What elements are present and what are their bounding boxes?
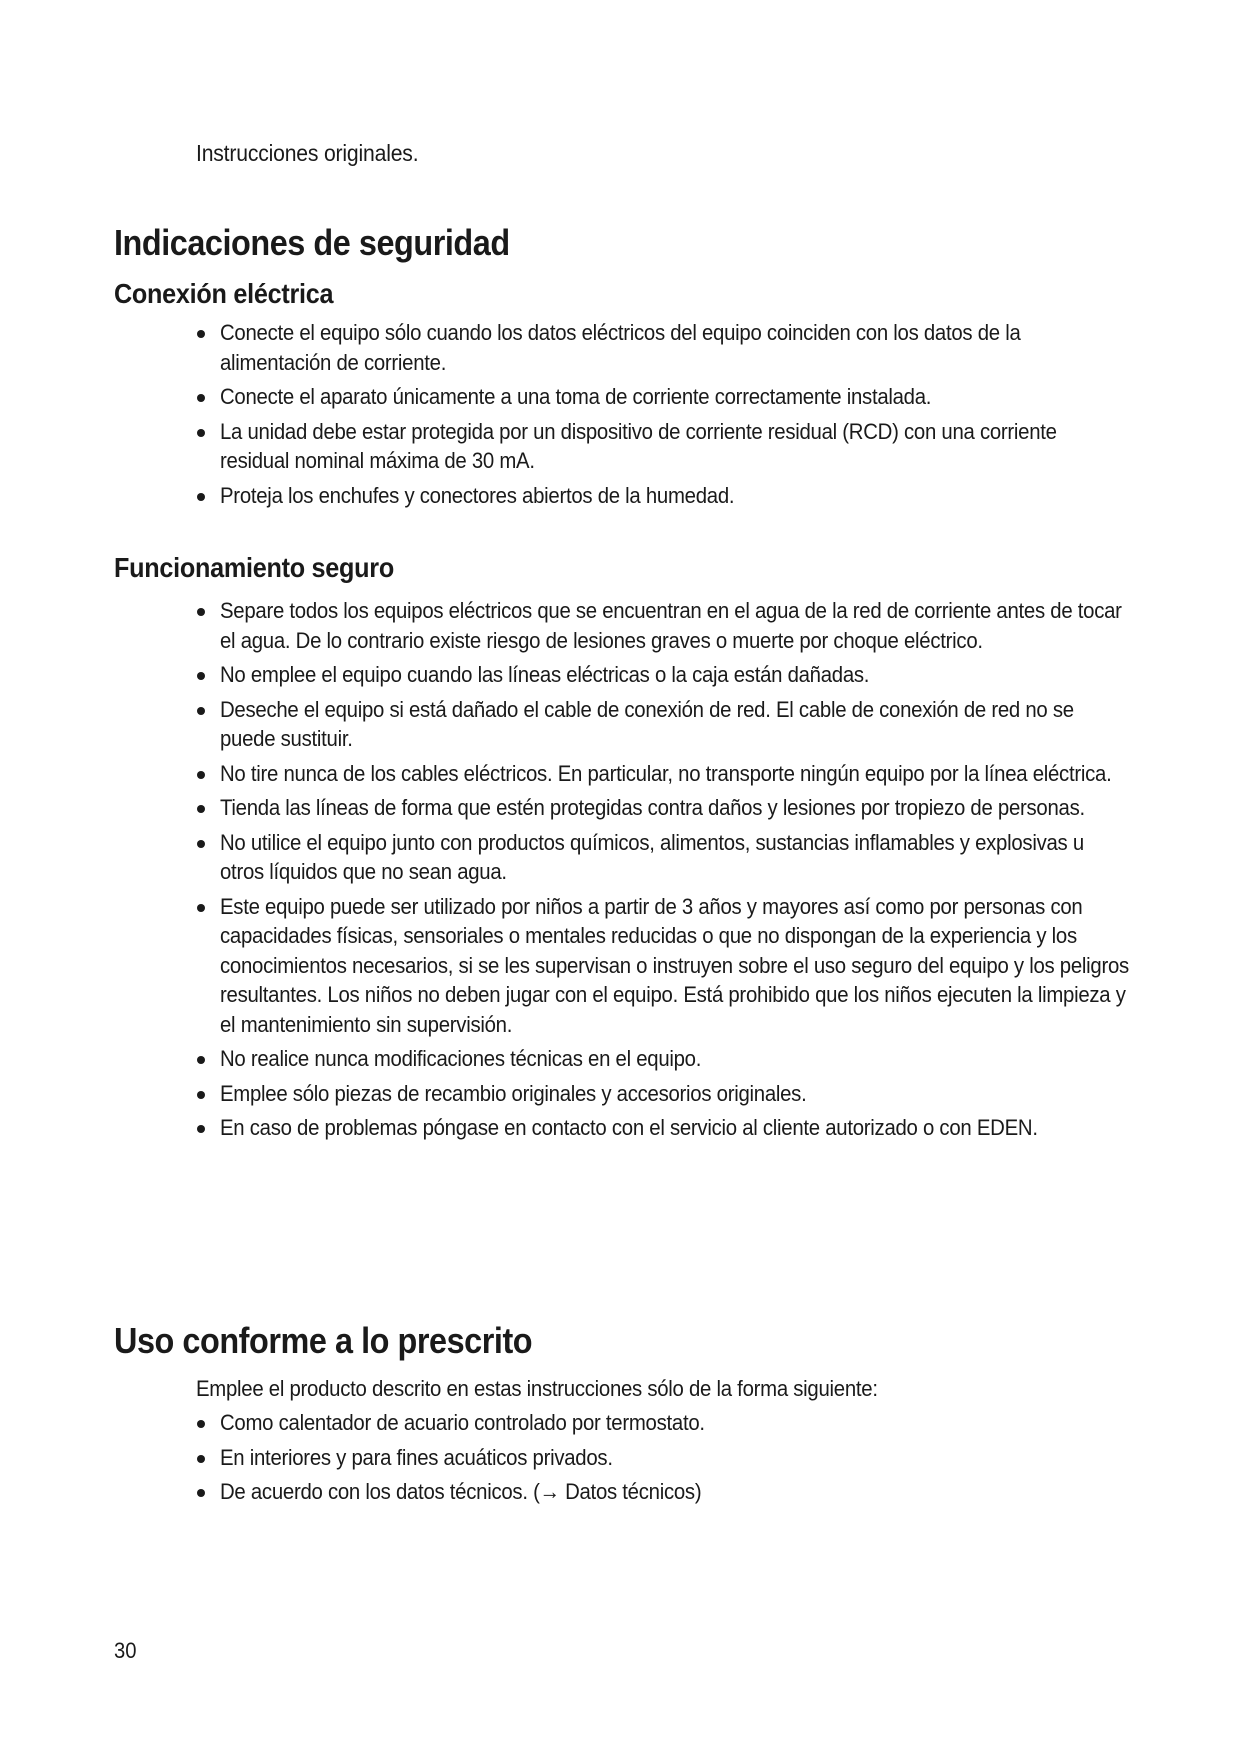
list-item: De acuerdo con los datos técnicos. (→ Datos técnicos) bbox=[196, 1477, 1126, 1507]
list-item: Como calentador de acuario controlado por termostato. bbox=[196, 1408, 1126, 1438]
list-item: Separe todos los equipos eléctricos que se encuentran en el agua de la red de corriente antes de tocar el agua. De lo contrario existe riesgo de lesiones graves o muerte por choque eléctrico. bbox=[196, 596, 1126, 655]
safe-operation-heading: Funcionamiento seguro bbox=[114, 552, 394, 583]
list-item: No emplee el equipo cuando las líneas eléctricas o la caja están dañadas. bbox=[196, 660, 1126, 690]
electrical-connection-heading: Conexión eléctrica bbox=[114, 278, 334, 309]
list-item: En caso de problemas póngase en contacto con el servicio al cliente autorizado o con EDEN. bbox=[196, 1113, 1126, 1143]
list-item: En interiores y para fines acuáticos privados. bbox=[196, 1443, 1126, 1473]
page-number: 30 bbox=[114, 1638, 137, 1663]
list-item: No tire nunca de los cables eléctricos. En particular, no transporte ningún equipo por la línea eléctrica. bbox=[196, 759, 1126, 789]
intended-use-intro: Emplee el producto descrito en estas instrucciones sólo de la forma siguiente: bbox=[196, 1376, 878, 1401]
list-item: Conecte el aparato únicamente a una toma de corriente correctamente instalada. bbox=[196, 382, 1126, 412]
intended-use-heading: Uso conforme a lo prescrito bbox=[114, 1320, 533, 1361]
intro-note: Instrucciones originales. bbox=[196, 140, 419, 166]
list-item: La unidad debe estar protegida por un dispositivo de corriente residual (RCD) con una corriente residual nominal máxima de 30 mA. bbox=[196, 417, 1126, 476]
list-item: Emplee sólo piezas de recambio originales y accesorios originales. bbox=[196, 1079, 1126, 1109]
list-item: Deseche el equipo si está dañado el cable de conexión de red. El cable de conexión de red no se puede sustituir. bbox=[196, 695, 1126, 754]
electrical-connection-list bbox=[196, 318, 1126, 515]
safety-heading: Indicaciones de seguridad bbox=[114, 222, 510, 263]
list-item: Proteja los enchufes y conectores abiertos de la humedad. bbox=[196, 481, 1126, 511]
list-item: Tienda las líneas de forma que estén protegidas contra daños y lesiones por tropiezo de personas. bbox=[196, 793, 1126, 823]
list-item: Conecte el equipo sólo cuando los datos eléctricos del equipo coinciden con los datos de la alimentación de corriente. bbox=[196, 318, 1126, 377]
safe-operation-list bbox=[196, 596, 1129, 1148]
intended-use-list bbox=[196, 1408, 1126, 1512]
list-item: No utilice el equipo junto con productos químicos, alimentos, sustancias inflamables y explosivas u otros líquidos que no sean agua. bbox=[196, 828, 1126, 887]
list-item: No realice nunca modificaciones técnicas en el equipo. bbox=[196, 1044, 1126, 1074]
list-item: Este equipo puede ser utilizado por niños a partir de 3 años y mayores así como por personas con capacidades físicas, sensoriales o mentales reducidas o que no dispongan de la experiencia y los conocimientos necesarios, si se les supervisan o instruyen sobre el uso seguro del equipo y los peligros resultantes. Los niños no deben jugar con el equipo. Está prohibido que los niños ejecuten la limpieza y el mantenimiento sin supervisión. bbox=[196, 892, 1126, 1040]
